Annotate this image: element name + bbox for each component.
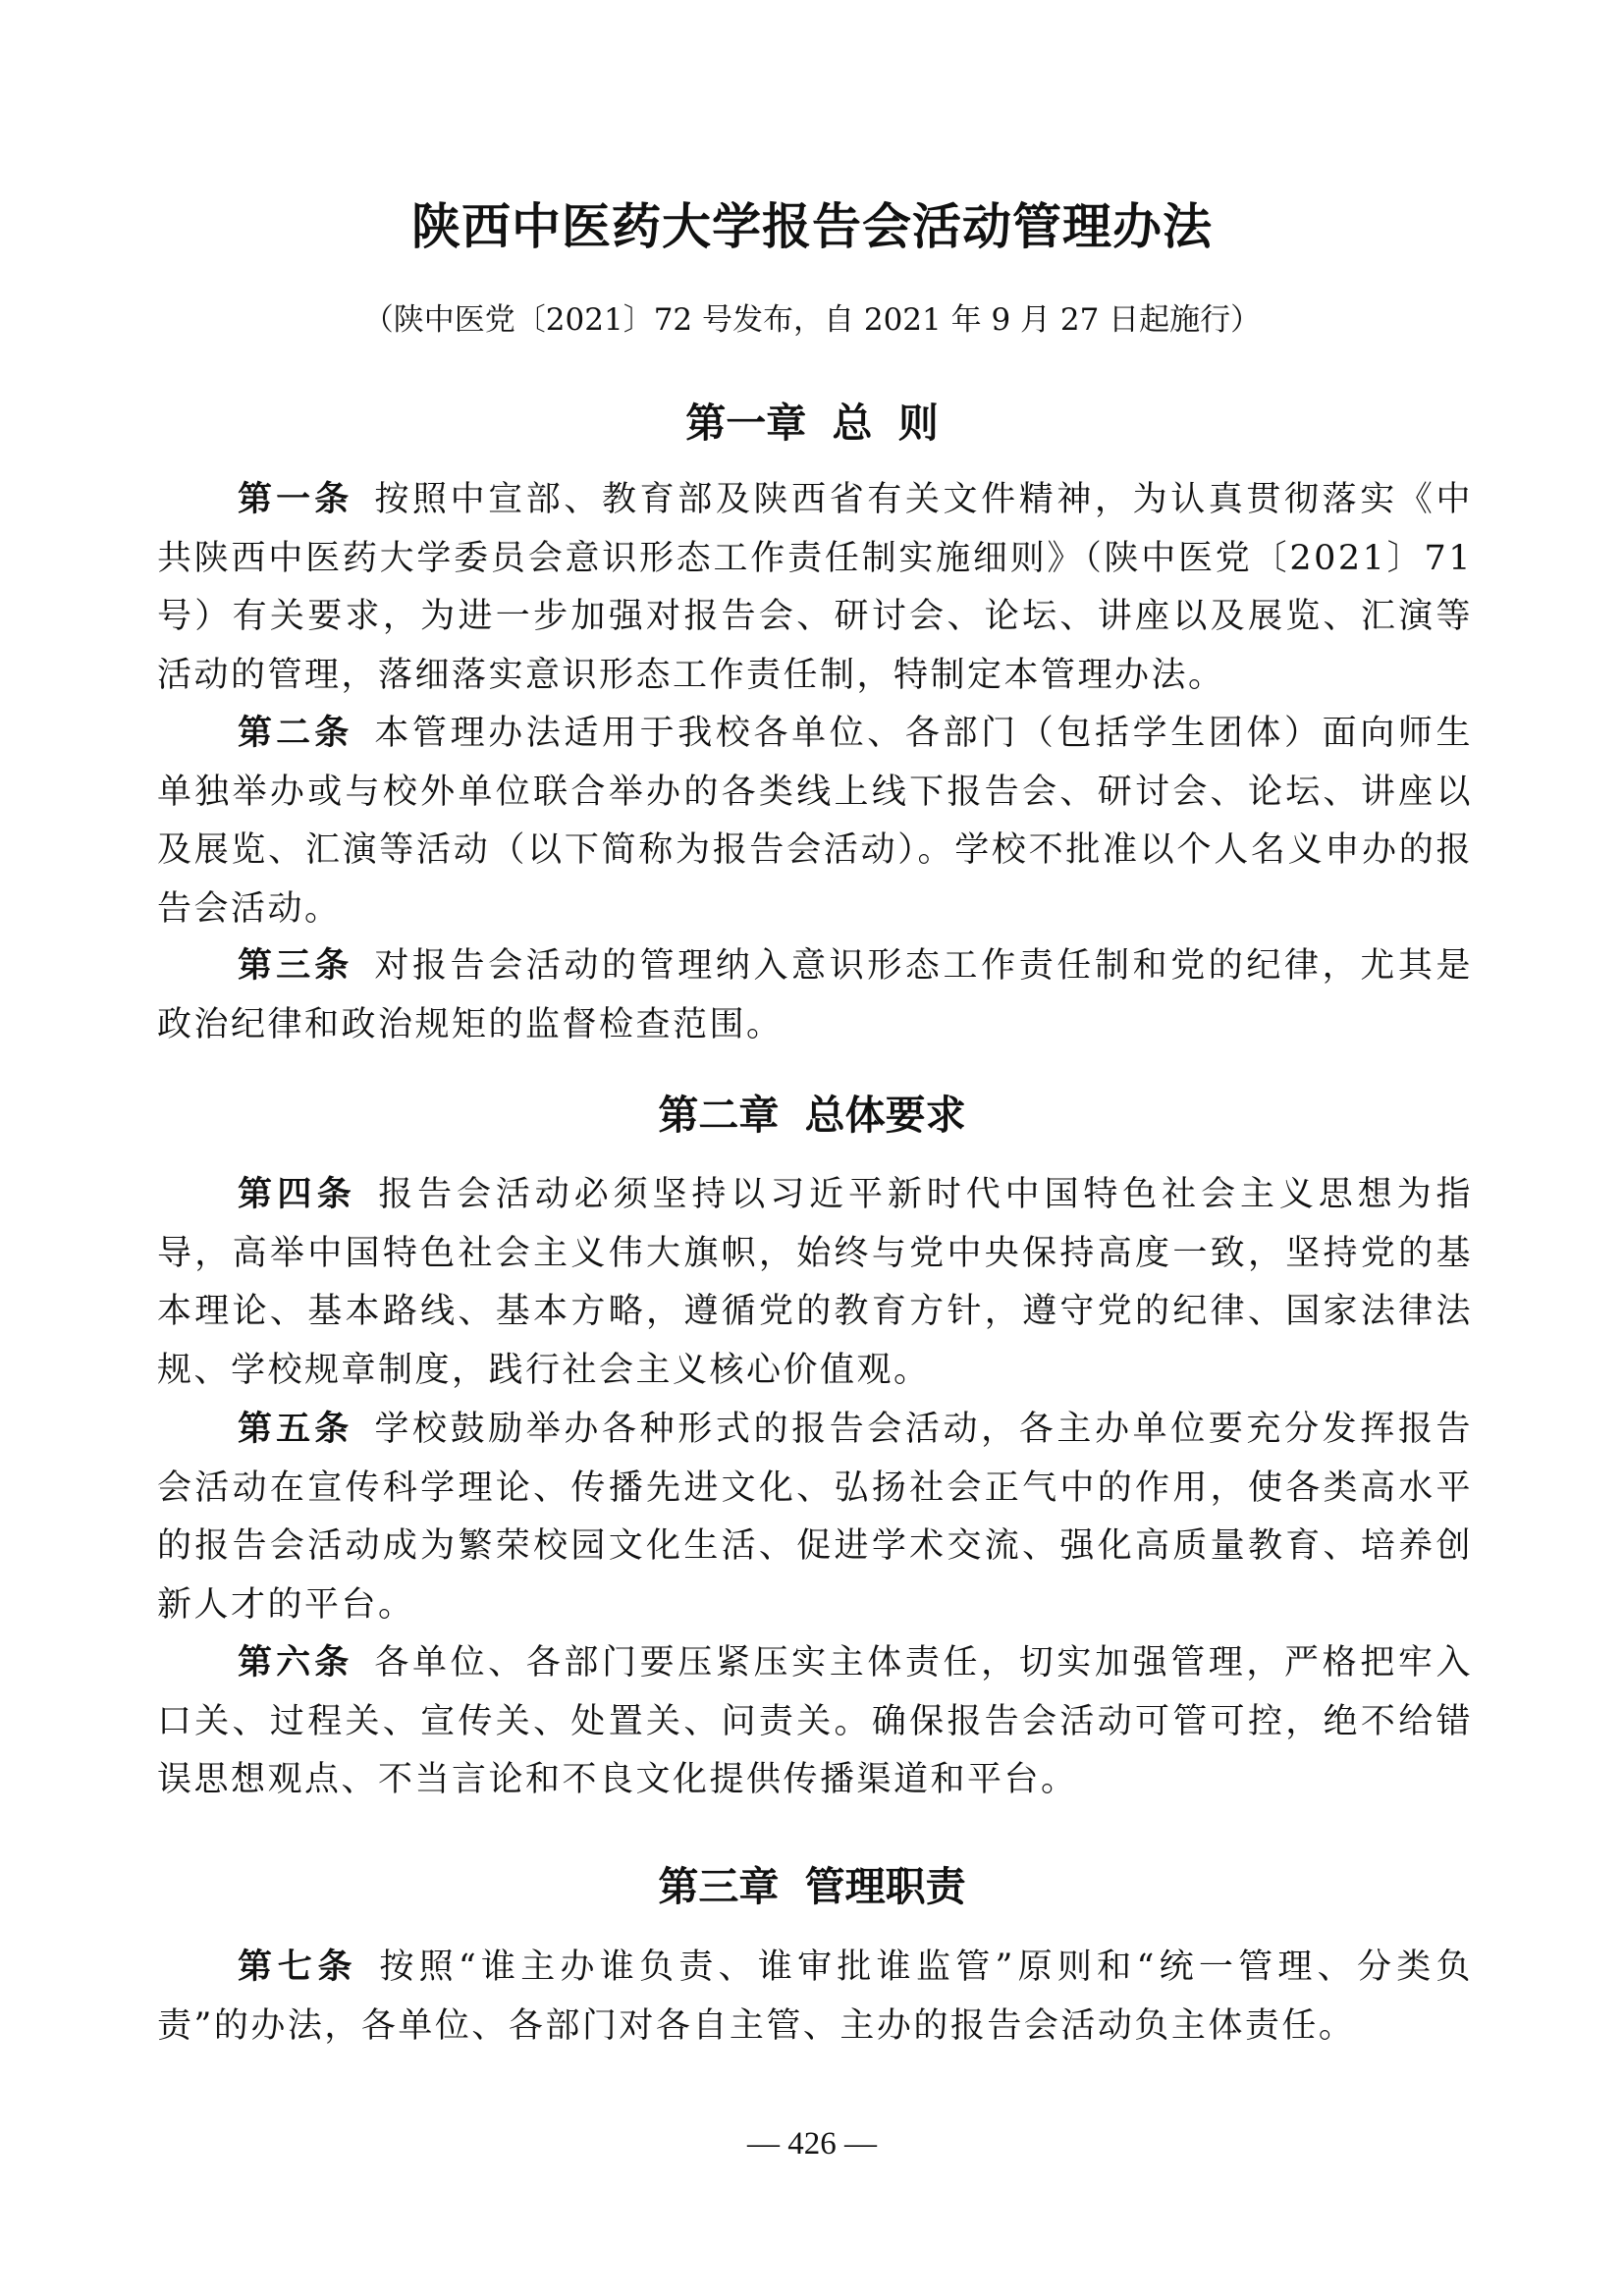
document-subtitle: （陕中医党〔2021〕72 号发布，自 2021 年 9 月 27 日起施行） <box>362 302 1262 338</box>
article-label: 第四条 <box>238 1175 357 1214</box>
article-1 <box>157 471 1473 705</box>
chapter-heading-1: 第一章 总 则 <box>685 400 939 447</box>
article-5 <box>157 1401 1473 1634</box>
article-6 <box>157 1634 1473 1810</box>
article-3 <box>157 937 1473 1054</box>
article-text: 按照“谁主办谁负责、谁审批谁监管”原则和“统一管理、分类负责”的办法，各单位、各部门对各自主管、主办的报告会活动负主体责任。 <box>157 1948 1473 2046</box>
article-label: 第三条 <box>238 946 353 986</box>
page-number: — 426 — <box>747 2126 877 2162</box>
article-label: 第七条 <box>238 1948 358 1987</box>
document-title: 陕西中医药大学报告会活动管理办法 <box>411 197 1213 255</box>
article-4 <box>157 1166 1473 1400</box>
chapter-heading-3: 第三章 管理职责 <box>658 1863 966 1910</box>
article-2 <box>157 705 1473 938</box>
article-label: 第五条 <box>238 1410 353 1449</box>
article-7 <box>157 1939 1473 2056</box>
article-text: 按照中宣部、教育部及陕西省有关文件精神，为认真贯彻落实《中共陕西中医药大学委员会意识形态工作责任制实施细则》（陕中医党〔2021〕71 号）有关要求，为进一步加强对报告会、研讨会、论坛、讲座以及展览、汇演等活动的管理，落细落实意识形态工作责任制，特制定本管理办法。 <box>157 480 1473 695</box>
article-text: 报告会活动必须坚持以习近平新时代中国特色社会主义思想为指导，高举中国特色社会主义伟大旗帜，始终与党中央保持高度一致，坚持党的基本理论、基本路线、基本方略，遵循党的教育方针，遵守党的纪律、国家法律法规、学校规章制度，践行社会主义核心价值观。 <box>157 1175 1473 1390</box>
article-label: 第六条 <box>238 1643 353 1682</box>
chapter-heading-2: 第二章 总体要求 <box>658 1092 966 1139</box>
article-text: 本管理办法适用于我校各单位、各部门（包括学生团体）面向师生单独举办或与校外单位联合举办的各类线上线下报告会、研讨会、论坛、讲座以及展览、汇演等活动（以下简称为报告会活动）。学校不批准以个人名义申办的报告会活动。 <box>157 714 1473 929</box>
article-text: 对报告会活动的管理纳入意识形态工作责任制和党的纪律，尤其是政治纪律和政治规矩的监督检查范围。 <box>157 946 1473 1044</box>
article-label: 第一条 <box>238 480 353 519</box>
article-text: 各单位、各部门要压紧压实主体责任，切实加强管理，严格把牢入口关、过程关、宣传关、处置关、问责关。确保报告会活动可管可控，绝不给错误思想观点、不当言论和不良文化提供传播渠道和平台。 <box>157 1643 1473 1799</box>
article-label: 第二条 <box>238 714 353 753</box>
article-text: 学校鼓励举办各种形式的报告会活动，各主办单位要充分发挥报告会活动在宣传科学理论、传播先进文化、弘扬社会正气中的作用，使各类高水平的报告会活动成为繁荣校园文化生活、促进学术交流、强化高质量教育、培养创新人才的平台。 <box>157 1410 1473 1625</box>
